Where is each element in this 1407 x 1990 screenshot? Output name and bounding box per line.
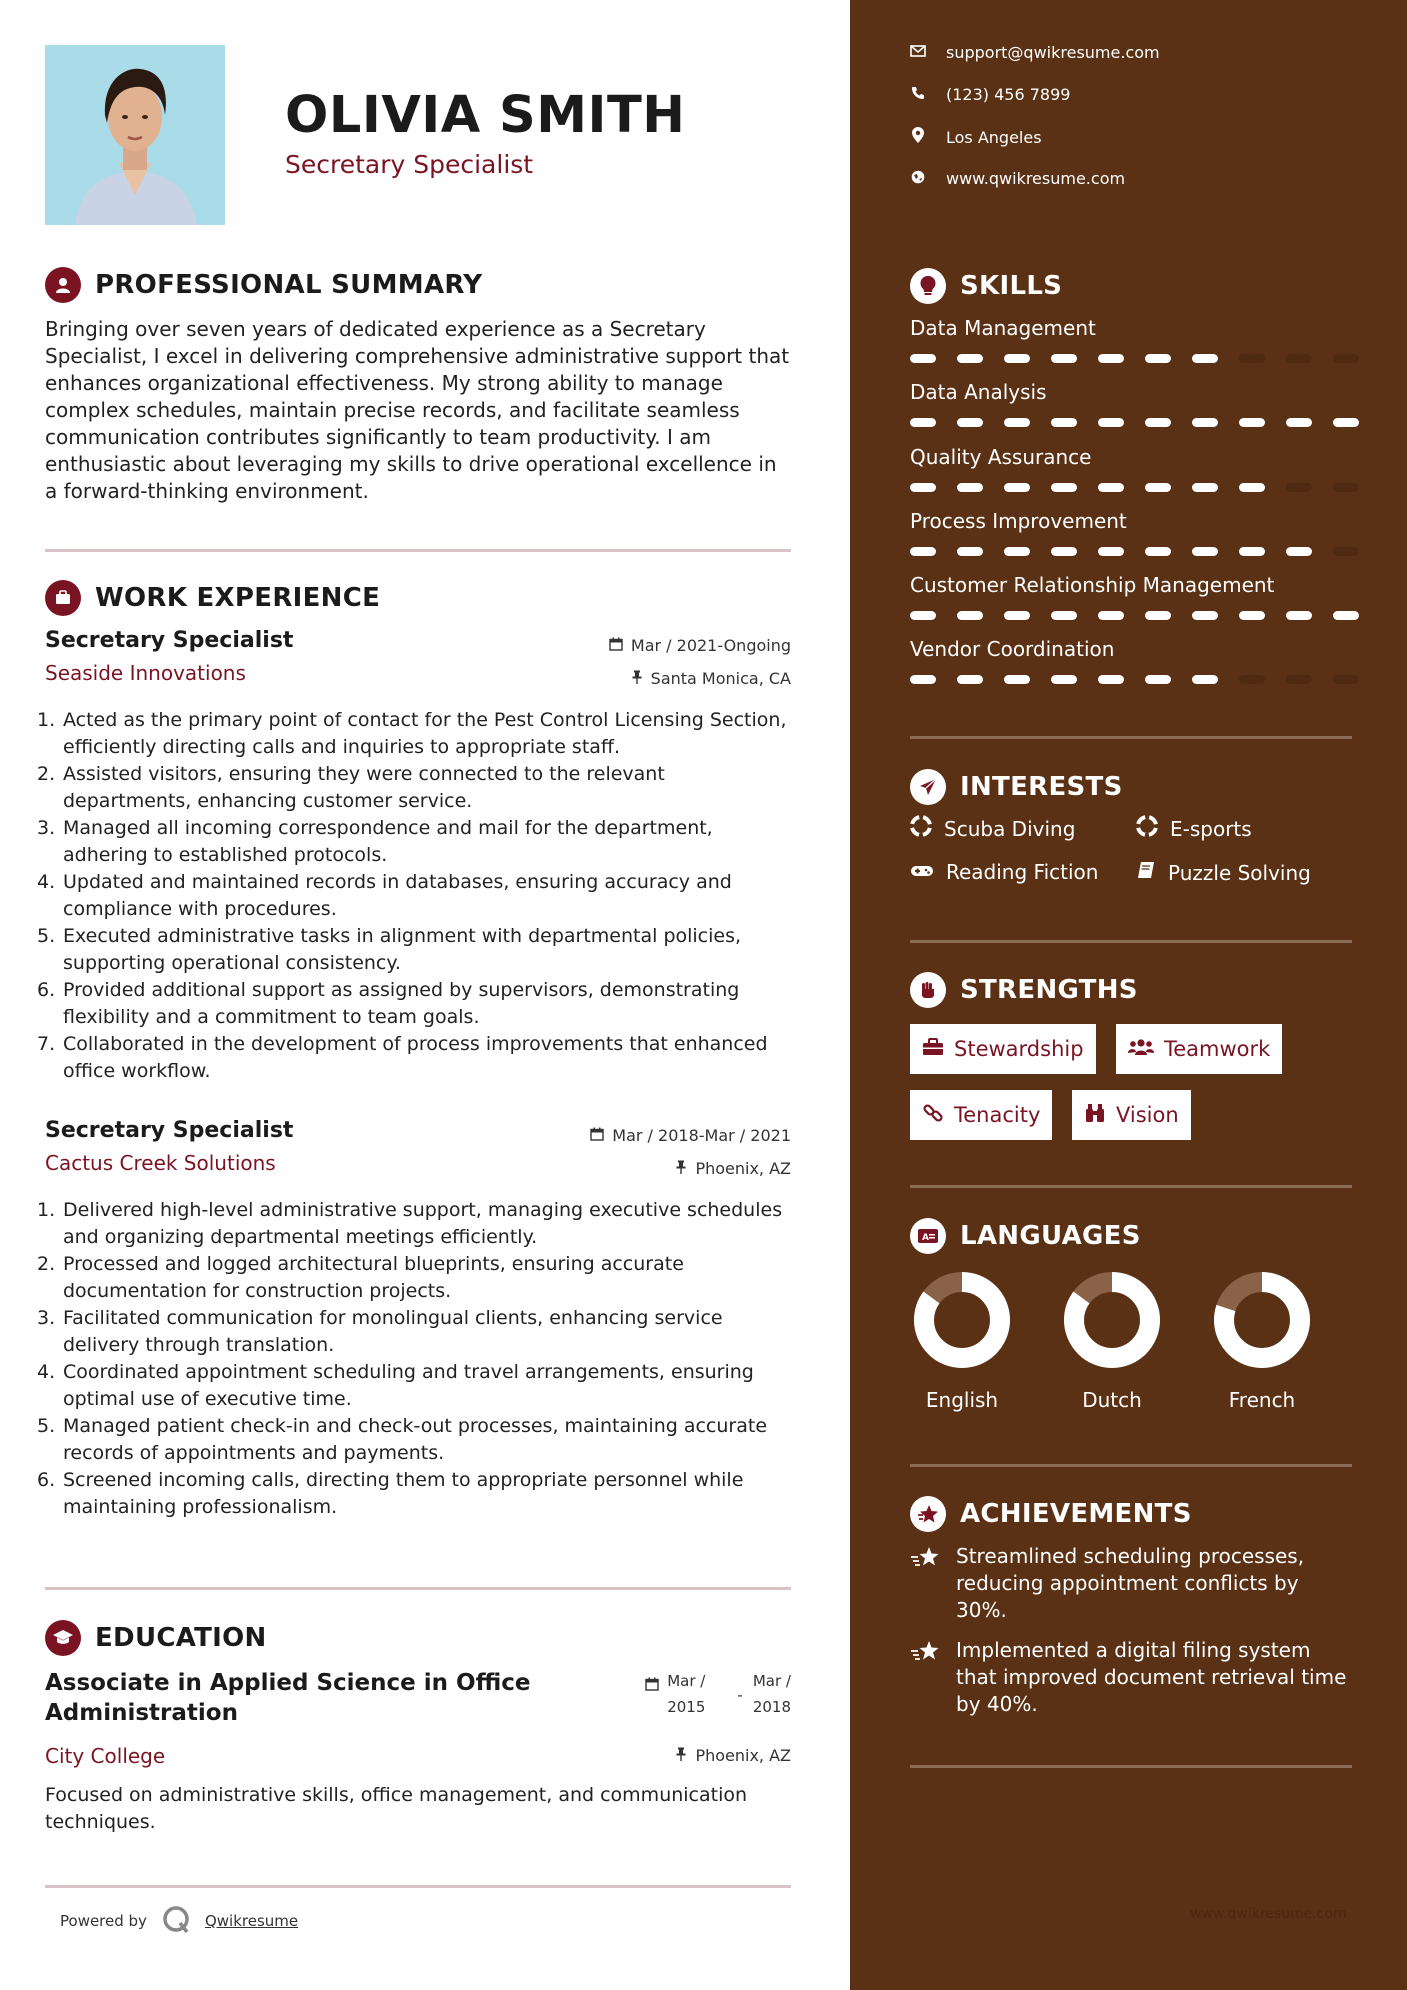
education-end: Mar / 2018 [752, 1672, 791, 1716]
skill-name: Vendor Coordination [910, 637, 1115, 661]
section-divider [910, 940, 1352, 943]
powered-by-label: Powered by [60, 1912, 147, 1930]
skill-level-bar [910, 354, 1360, 363]
qwikresume-logo-icon [161, 1904, 191, 1938]
language-item [892, 1270, 1032, 1412]
job-location-text: Santa Monica, CA [650, 669, 791, 688]
skill-level-bar [910, 547, 1360, 556]
skill-level-dash [1239, 483, 1265, 492]
interest-item: Puzzle Solving [1136, 860, 1311, 885]
education-heading [45, 1620, 267, 1656]
skill-level-dash [1333, 418, 1359, 427]
list-item: 3. Managed all incoming correspondence and mail for the department, adhering to established protocols. [37, 817, 713, 866]
summary-heading [45, 267, 482, 303]
language-name: Dutch [1082, 1388, 1142, 1412]
achievement-item: Implemented a digital filing system that improved document retrieval time by 40%. [910, 1637, 1350, 1718]
skills-heading [910, 268, 1062, 304]
section-divider [45, 549, 791, 552]
skill-level-dash [1004, 483, 1030, 492]
job-company: Cactus Creek Solutions [45, 1151, 276, 1175]
shooting-star-icon [910, 1545, 942, 1624]
skill-level-dash [1098, 418, 1124, 427]
skill-level-bar [910, 483, 1360, 492]
skills-title: SKILLS [960, 271, 1063, 301]
job-dates-text: Mar / 2021-Ongoing [630, 636, 791, 655]
skill-item [910, 509, 1360, 556]
education-title: EDUCATION [95, 1623, 267, 1653]
skill-level-dash [1239, 675, 1265, 684]
skill-name: Quality Assurance [910, 445, 1092, 469]
pin-icon [675, 1746, 687, 1765]
contact-location [910, 127, 1042, 147]
job-company: Seaside Innovations [45, 661, 246, 685]
language-name: French [1228, 1388, 1296, 1412]
skill-level-dash [1145, 611, 1171, 620]
education-entry [45, 1668, 791, 1836]
skill-item [910, 573, 1360, 620]
education-start: Mar / 2015 [667, 1672, 706, 1716]
skill-name: Customer Relationship Management [910, 573, 1275, 597]
job-bullets [37, 707, 791, 1085]
skill-level-dash [1145, 675, 1171, 684]
skill-level-dash [957, 418, 983, 427]
skill-level-dash [1333, 483, 1359, 492]
skill-level-dash [1145, 418, 1171, 427]
life-ring-icon [1136, 815, 1158, 842]
job-bullets [37, 1197, 791, 1521]
skill-level-dash [1239, 354, 1265, 363]
skill-level-bar [910, 675, 1360, 684]
skill-name: Process Improvement [910, 509, 1127, 533]
achievements-title: ACHIEVEMENTS [960, 1499, 1192, 1529]
skill-level-dash [1239, 547, 1265, 556]
skill-level-dash [957, 611, 983, 620]
section-divider [45, 1885, 791, 1888]
graduation-cap-icon [45, 1620, 81, 1656]
skill-level-dash [957, 547, 983, 556]
skill-item [910, 637, 1360, 684]
website-text[interactable]: www.qwikresume.com [946, 169, 1126, 188]
language-level-ring [1212, 1270, 1312, 1370]
skill-item [910, 316, 1360, 363]
experience-heading [45, 580, 380, 616]
skill-level-dash [910, 418, 936, 427]
interests-heading [910, 769, 1123, 805]
pin-icon [631, 669, 643, 688]
toolbox-icon [922, 1037, 944, 1061]
skill-level-dash [1051, 611, 1077, 620]
skill-level-dash [1192, 418, 1218, 427]
achievements-heading [910, 1496, 1192, 1532]
globe-icon [910, 170, 926, 188]
job-entry [37, 1118, 791, 1521]
list-item: 5. Executed administrative tasks in alignment with departmental policies, supporting operational consistency. [37, 925, 742, 974]
skill-level-dash [1098, 483, 1124, 492]
user-icon [45, 267, 81, 303]
map-marker-icon [910, 127, 926, 147]
skill-level-dash [1333, 675, 1359, 684]
language-level-ring [1062, 1270, 1162, 1370]
skill-level-dash [1145, 547, 1171, 556]
skill-level-bar [910, 611, 1360, 620]
contact-email [910, 43, 1160, 62]
envelope-icon [910, 45, 926, 61]
skill-level-dash [1333, 611, 1359, 620]
skill-level-bar [910, 418, 1360, 427]
strengths-title: STRENGTHS [960, 975, 1138, 1005]
language-item [1042, 1270, 1182, 1412]
skill-level-dash [1192, 354, 1218, 363]
sidebar [850, 0, 1407, 1990]
skill-item [910, 445, 1360, 492]
phone-icon [910, 86, 926, 104]
section-divider [45, 1587, 791, 1590]
skill-level-dash [1286, 611, 1312, 620]
job-location [675, 1159, 791, 1178]
job-title: Secretary Specialist [45, 1118, 294, 1143]
skill-level-dash [1004, 547, 1030, 556]
languages-title: LANGUAGES [960, 1221, 1141, 1251]
contact-website [910, 169, 1125, 188]
skill-level-dash [1004, 675, 1030, 684]
users-icon [1128, 1037, 1154, 1061]
calendar-icon [590, 1126, 604, 1145]
language-item [1192, 1270, 1332, 1412]
location-text: Los Angeles [946, 127, 1042, 147]
achievement-item: Streamlined scheduling processes, reducing appointment conflicts by 30%. [910, 1543, 1350, 1624]
list-item: 4. Updated and maintained records in databases, ensuring accuracy and compliance with procedures. [37, 871, 732, 920]
profile-photo [45, 45, 225, 225]
skill-level-dash [910, 354, 936, 363]
strength-chip: Vision [1072, 1090, 1191, 1140]
pin-icon [675, 1159, 687, 1178]
job-dates-text: Mar / 2018-Mar / 2021 [612, 1126, 791, 1145]
skill-level-dash [1051, 418, 1077, 427]
languages-heading [910, 1218, 1141, 1254]
skill-level-dash [1286, 675, 1312, 684]
list-item: 6. Provided additional support as assigned by supervisors, demonstrating flexibility and a commitment to team goals. [37, 979, 740, 1028]
skill-level-dash [910, 611, 936, 620]
skill-level-dash [1004, 354, 1030, 363]
skill-level-dash [1286, 483, 1312, 492]
list-item: 7. Collaborated in the development of process improvements that enhanced office workflow. [37, 1033, 768, 1082]
experience-title: WORK EXPERIENCE [95, 583, 381, 613]
skill-level-dash [910, 675, 936, 684]
list-item: 2. Assisted visitors, ensuring they were connected to the relevant departments, enhancing customer service. [37, 763, 665, 812]
fist-icon [910, 972, 946, 1008]
skill-level-dash [1004, 611, 1030, 620]
date-separator: - [737, 1686, 743, 1704]
section-divider [910, 1185, 1352, 1188]
footer-watermark: www.qwikresume.com [1190, 1906, 1347, 1922]
language-level-ring [912, 1270, 1012, 1370]
calendar-icon [609, 636, 623, 655]
education-description: Focused on administrative skills, office management, and communication techniques. [45, 1784, 748, 1833]
skill-level-dash [1004, 418, 1030, 427]
skill-level-dash [957, 483, 983, 492]
list-item: 4. Coordinated appointment scheduling and travel arrangements, ensuring optimal use of executive time. [37, 1361, 754, 1410]
list-item: 5. Managed patient check-in and check-out processes, maintaining accurate records of appointments and payments. [37, 1415, 768, 1464]
education-location-text: Phoenix, AZ [695, 1746, 791, 1765]
skill-name: Data Management [910, 316, 1096, 340]
skill-level-dash [910, 547, 936, 556]
skill-level-dash [1051, 547, 1077, 556]
skill-level-dash [1051, 354, 1077, 363]
strength-chip: Stewardship [910, 1024, 1096, 1074]
skill-level-dash [910, 483, 936, 492]
interests-title: INTERESTS [960, 772, 1123, 802]
job-dates [590, 1126, 791, 1145]
skill-level-dash [1098, 675, 1124, 684]
strength-chip: Teamwork [1116, 1024, 1282, 1074]
language-name: English [925, 1388, 999, 1412]
list-item: 2. Processed and logged architectural blueprints, ensuring accurate documentation for construction projects. [37, 1253, 684, 1302]
section-divider [910, 1464, 1352, 1467]
job-entry [37, 628, 791, 1085]
skill-level-dash [1051, 675, 1077, 684]
skill-level-dash [1192, 547, 1218, 556]
degree-title: Associate in Applied Science in Office Administration [45, 1670, 531, 1726]
life-ring-icon [910, 815, 932, 842]
email-text[interactable]: support@qwikresume.com [946, 43, 1160, 62]
section-divider [910, 1765, 1352, 1768]
qwikresume-link[interactable]: Qwikresume [204, 1912, 299, 1930]
school-name: City College [45, 1744, 166, 1768]
skill-level-dash [1145, 354, 1171, 363]
skill-level-dash [1098, 547, 1124, 556]
skill-level-dash [1098, 611, 1124, 620]
interest-item: Reading Fiction [910, 860, 1098, 884]
candidate-title: Secretary Specialist [285, 150, 534, 179]
skill-level-dash [1239, 611, 1265, 620]
gamepad-icon [910, 860, 934, 884]
skill-item [910, 380, 1360, 427]
skill-level-dash [1192, 611, 1218, 620]
job-dates [609, 636, 791, 655]
skill-level-dash [1145, 483, 1171, 492]
interest-item: Scuba Diving [910, 815, 1075, 842]
phone-text: (123) 456 7899 [946, 85, 1071, 104]
list-item: 6. Screened incoming calls, directing them to appropriate personnel while maintaining professionalism. [37, 1469, 744, 1518]
skill-level-dash [1333, 354, 1359, 363]
summary-text: Bringing over seven years of dedicated experience as a Secretary Specialist, I excel in delivering comprehensive administrative support that enhances organizational effectiveness. My strong ability to manage complex schedules, maintain precise records, and facilitate seamless communication contributes significantly to team productivity. I am enthusiastic about leveraging my skills to drive operational excellence in a forward-thinking environment. [45, 317, 790, 503]
skill-level-dash [1286, 547, 1312, 556]
skill-level-dash [957, 354, 983, 363]
skill-level-dash [1286, 354, 1312, 363]
contact-phone [910, 85, 1070, 104]
skill-level-dash [1286, 418, 1312, 427]
skill-level-dash [1333, 547, 1359, 556]
skill-level-dash [1051, 483, 1077, 492]
language-icon [910, 1218, 946, 1254]
skill-level-dash [1098, 354, 1124, 363]
strengths-heading [910, 972, 1138, 1008]
skill-level-dash [1192, 483, 1218, 492]
list-item: 1. Delivered high-level administrative support, managing executive schedules and organizing departmental meetings efficiently. [37, 1199, 783, 1248]
paper-plane-icon [910, 769, 946, 805]
list-item: 3. Facilitated communication for monolingual clients, enhancing service delivery through translation. [37, 1307, 723, 1356]
book-icon [1136, 860, 1156, 885]
skill-level-dash [1192, 675, 1218, 684]
strength-chip: Tenacity [910, 1090, 1052, 1140]
section-divider [910, 736, 1352, 739]
lightbulb-icon [910, 268, 946, 304]
job-title: Secretary Specialist [45, 628, 294, 653]
briefcase-icon [45, 580, 81, 616]
star-badge-icon [910, 1496, 946, 1532]
svg-text:A: A [922, 1233, 929, 1243]
binoculars-icon [1084, 1103, 1106, 1128]
job-location [631, 669, 791, 688]
skill-level-dash [1239, 418, 1265, 427]
education-dates [645, 1668, 791, 1720]
job-location-text: Phoenix, AZ [695, 1159, 791, 1178]
powered-by [60, 1904, 298, 1938]
skill-level-dash [957, 675, 983, 684]
skill-name: Data Analysis [910, 380, 1047, 404]
summary-title: PROFESSIONAL SUMMARY [95, 270, 483, 300]
interest-item: E-sports [1136, 815, 1252, 842]
candidate-name: OLIVIA SMITH [285, 86, 686, 145]
education-location [675, 1746, 791, 1765]
list-item: 1. Acted as the primary point of contact for the Pest Control Licensing Section, efficiently directing calls and inquiries to appropriate staff. [37, 709, 787, 758]
link-icon [922, 1102, 944, 1129]
calendar-icon [645, 1673, 659, 1699]
shooting-star-icon [910, 1639, 942, 1718]
